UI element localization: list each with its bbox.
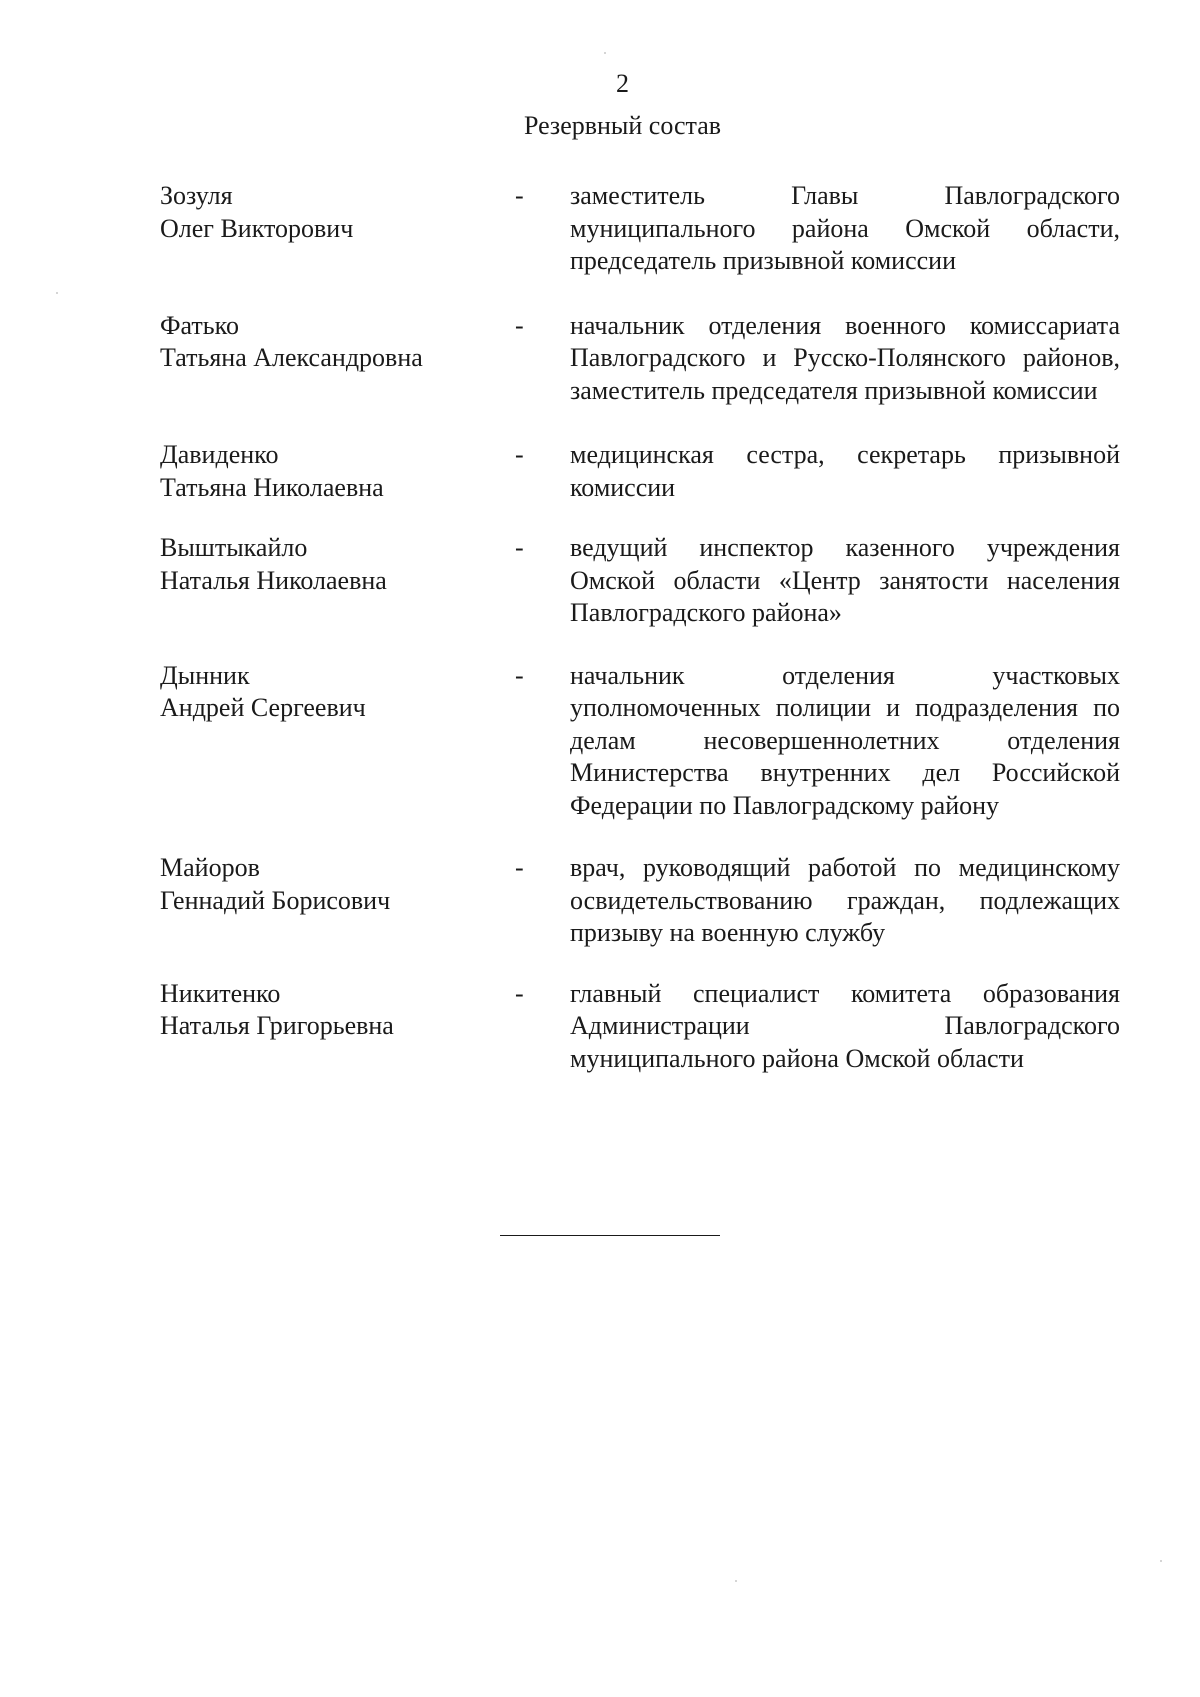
member-role: начальник отделения участковых уполномоченных полиции и подразделения по делам несовершеннолетних отделения Министерства внутренних дел Российской Федерации по Павлоградскому району <box>570 660 1120 820</box>
member-role: начальник отделения военного комиссариата Павлоградского и Русско-Полянского районов, заместитель председателя призывной комиссии <box>570 310 1120 405</box>
member-given-name: Олег Викторович <box>160 213 354 243</box>
member-given-name: Татьяна Александровна <box>160 343 423 372</box>
closing-rule <box>500 1235 720 1236</box>
member-entry <box>160 852 1120 950</box>
member-surname: Майоров <box>160 853 260 882</box>
member-entry <box>160 978 1120 1076</box>
member-entry <box>160 532 1120 630</box>
scan-speck <box>735 1580 737 1582</box>
member-name <box>160 852 515 917</box>
member-surname: Давиденко <box>160 440 279 469</box>
member-given-name: Татьяна Николаевна <box>160 472 384 502</box>
member-name <box>160 660 515 725</box>
member-dash: - <box>515 660 524 690</box>
member-entry <box>160 310 1120 408</box>
member-dash: - <box>515 533 524 562</box>
scan-speck <box>604 52 606 54</box>
member-name <box>160 532 515 597</box>
member-role: заместитель Главы Павлоградского муниципального района Омской области, председатель призывной комиссии <box>570 181 1120 275</box>
member-role: врач, руководящий работой по медицинскому освидетельствованию граждан, подлежащих призыву на военную службу <box>570 853 1120 947</box>
section-title: Резервный состав <box>523 111 722 140</box>
member-dash: - <box>515 310 524 340</box>
scan-speck <box>1160 1560 1162 1562</box>
member-given-name: Наталья Николаевна <box>160 565 387 595</box>
member-dash: - <box>515 853 524 882</box>
member-name <box>160 180 515 245</box>
member-surname: Выштыкайло <box>160 533 308 562</box>
member-name <box>160 439 515 504</box>
scan-speck <box>56 292 58 294</box>
member-surname: Дынник <box>160 660 250 690</box>
member-dash: - <box>515 181 524 210</box>
member-role: медицинская сестра, секретарь призывной комиссии <box>570 440 1120 502</box>
member-name <box>160 978 515 1043</box>
member-given-name: Геннадий Борисович <box>160 885 391 915</box>
member-list <box>160 180 1120 1075</box>
member-dash: - <box>515 978 524 1008</box>
member-entry <box>160 180 1120 278</box>
member-surname: Никитенко <box>160 978 281 1008</box>
member-role: главный специалист комитета образования Администрации Павлоградского муниципального района Омской области <box>570 978 1120 1073</box>
member-dash: - <box>515 440 524 469</box>
member-given-name: Андрей Сергеевич <box>160 693 366 722</box>
member-entry <box>160 660 1120 823</box>
member-entry <box>160 439 1120 504</box>
member-given-name: Наталья Григорьевна <box>160 1011 394 1040</box>
page-number: 2 <box>616 69 629 98</box>
member-name <box>160 310 515 375</box>
member-surname: Фатько <box>160 310 239 340</box>
member-surname: Зозуля <box>160 181 233 210</box>
member-role: ведущий инспектор казенного учреждения Омской области «Центр занятости населения Павлоградского района» <box>570 533 1120 627</box>
